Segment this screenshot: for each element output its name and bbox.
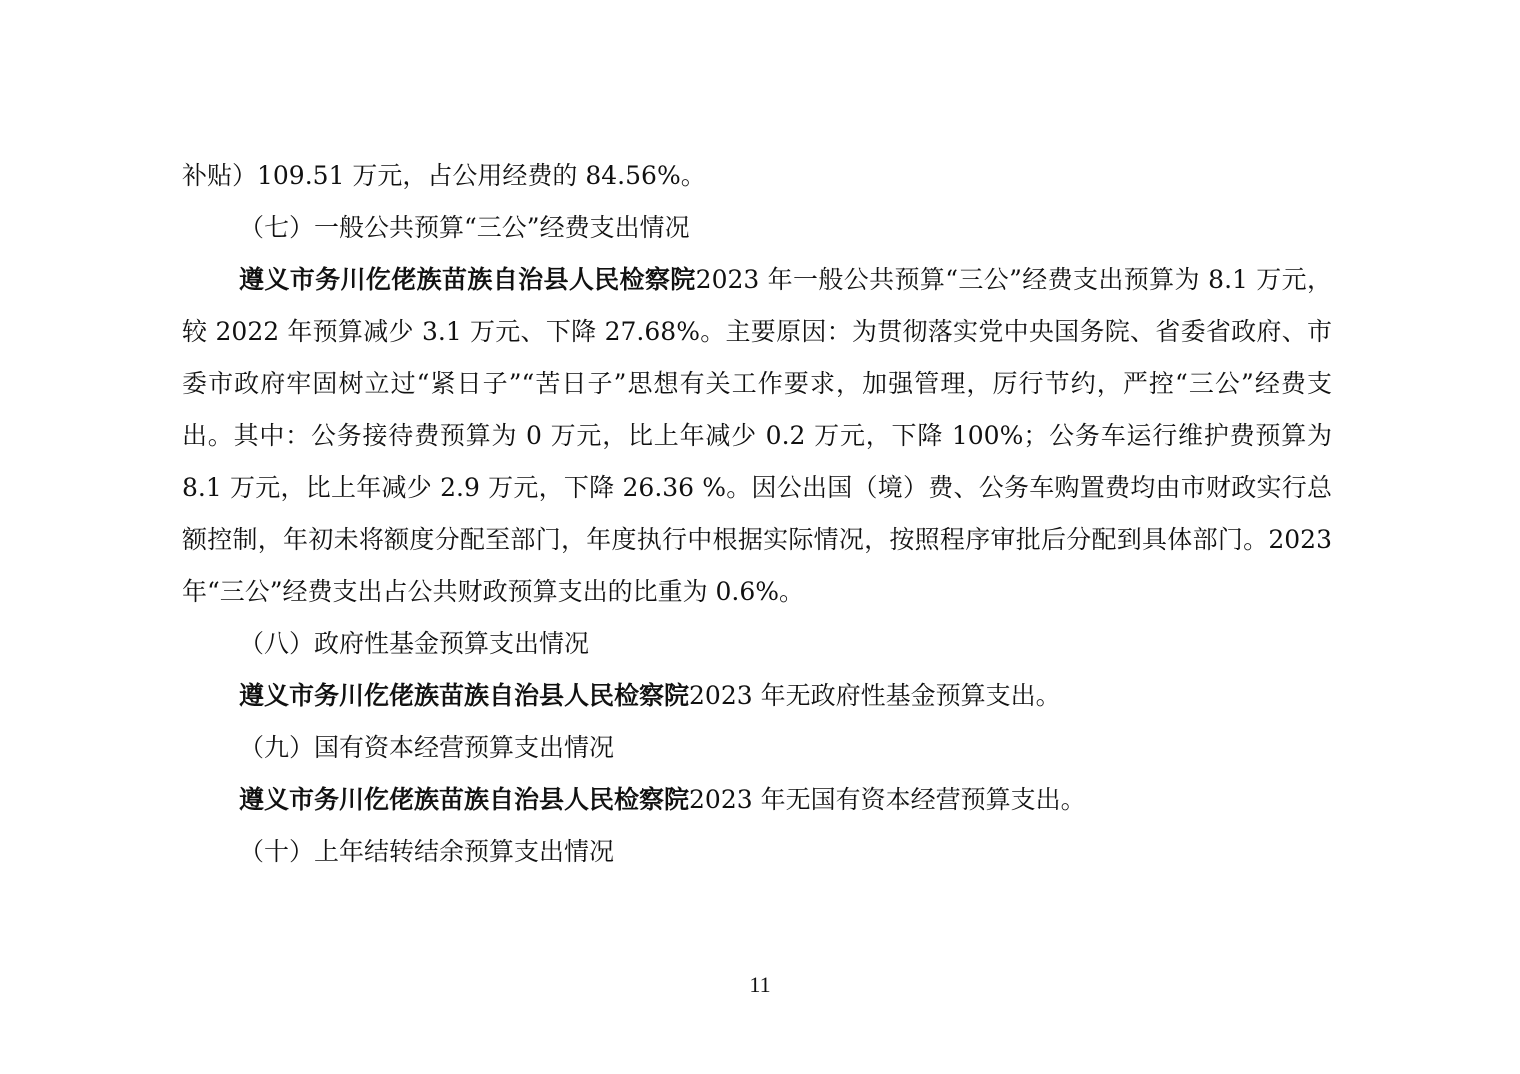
section-heading-7: （七）一般公共预算“三公”经费支出情况 <box>239 213 690 242</box>
section-heading-8: （八）政府性基金预算支出情况 <box>239 629 590 658</box>
page-number: 11 <box>749 972 771 997</box>
section-heading-9: （九）国有资本经营预算支出情况 <box>239 733 615 762</box>
paragraph-text: 2023 年一般公共预算“三公”经费支出预算为 8.1 万元，较 2022 年预算减少 3.1 万元、下降 27.68%。主要原因：为贯彻落实党中央国务院、省委省政府、市委市政府牢固树立过“紧日子”“苦日子”思想有关工作要求，加强管理，厉行节约，严控“三公”经费支出。其中：公务接待费预算为 0 万元，比上年减少 0.2 万元，下降 100%；公务车运行维护费预算为 8.1 万元，比上年减少 2.9 万元，下降 26.36 %。因公出国（境）费、公务车购置费均由市财政实行总额控制，年初未将额度分配至部门，年度执行中根据实际情况，按照程序审批后分配到具体部门。2023 年“三公”经费支出占公共财政预算支出的比重为 0.6%。 <box>182 265 1332 606</box>
section-heading-10: （十）上年结转结余预算支出情况 <box>239 837 615 866</box>
organization-name: 遵义市务川仡佬族苗族自治县人民检察院 <box>239 681 690 710</box>
paragraph-text: 2023 年无政府性基金预算支出。 <box>689 681 1061 710</box>
continuation-paragraph: 补贴）109.51 万元，占公用经费的 84.56%。 <box>182 161 706 190</box>
organization-name: 遵义市务川仡佬族苗族自治县人民检察院 <box>239 265 696 294</box>
paragraph-text: 2023 年无国有资本经营预算支出。 <box>689 785 1086 814</box>
organization-name: 遵义市务川仡佬族苗族自治县人民检察院 <box>239 785 690 814</box>
document-body <box>182 150 1332 878</box>
body-paragraph-government-fund <box>182 670 1332 722</box>
body-paragraph-three-public <box>182 254 1332 618</box>
body-paragraph-state-capital <box>182 774 1332 826</box>
